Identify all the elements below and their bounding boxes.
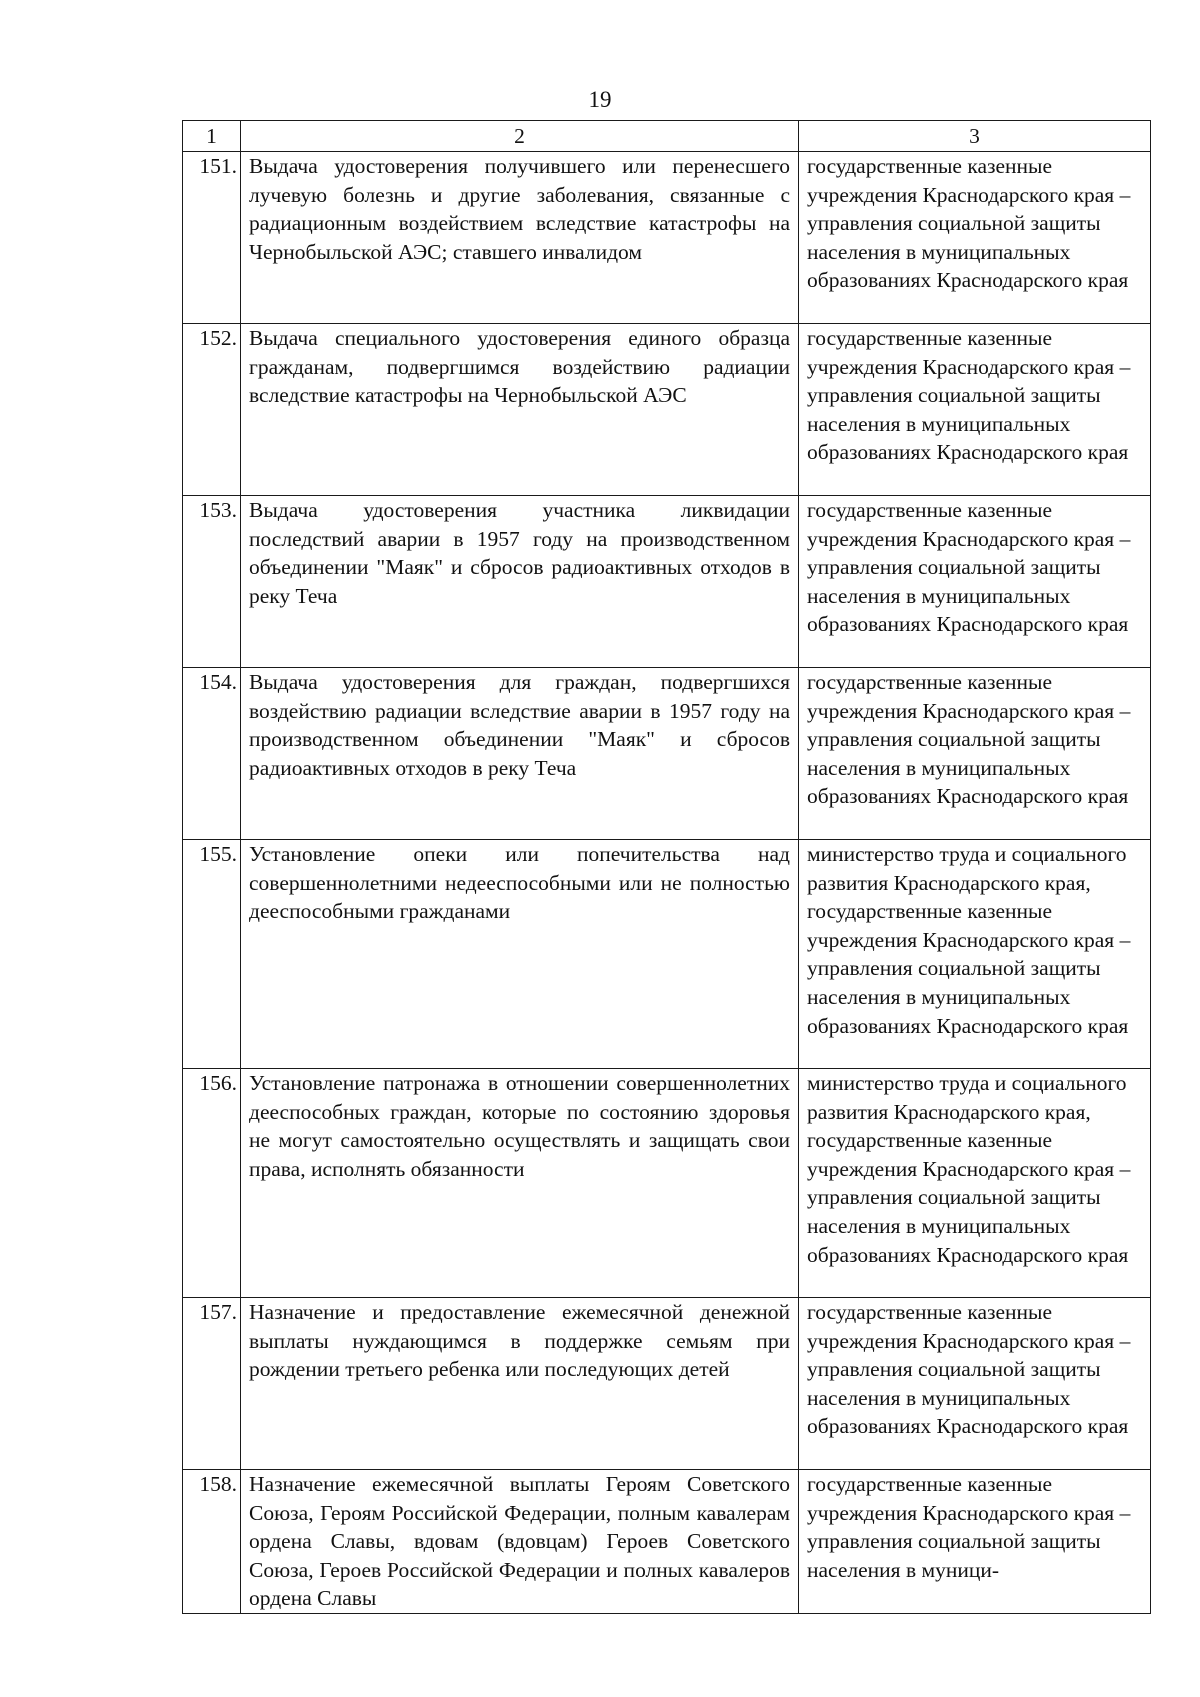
row-number: 156. (183, 1069, 241, 1298)
service-description: Выдача удостоверения получившего или перенесшего лучевую болезнь и другие заболевания, связанные с радиационным воздействием вследствие катастрофы на Чернобыльской АЭС; ставшего инвалидом (241, 152, 799, 324)
service-description: Установление патронажа в отношении совершеннолетних дееспособных граждан, которые по состоянию здоровья не могут самостоятельно осуществлять и защищать свои права, исполнять обязанности (241, 1069, 799, 1298)
responsible-organization: государственные казенные учреждения Краснодарского края – управления социальной защиты населения в муниципальных образованиях Краснодарского края (799, 324, 1151, 496)
responsible-organization: государственные казенные учреждения Краснодарского края – управления социальной защиты населения в муниципальных образованиях Краснодарского края (799, 1298, 1151, 1470)
column-header-3: 3 (799, 121, 1151, 152)
responsible-organization: государственные казенные учреждения Краснодарского края – управления социальной защиты населения в муниципальных образованиях Краснодарского края (799, 668, 1151, 840)
responsible-organization: министерство труда и социального развития Краснодарского края, государственные казенные учреждения Краснодарского края – управления социальной защиты населения в муниципальных образованиях Краснодарского края (799, 1069, 1151, 1298)
responsible-organization: государственные казенные учреждения Краснодарского края – управления социальной защиты населения в муниципальных образованиях Краснодарского края (799, 152, 1151, 324)
row-number: 158. (183, 1470, 241, 1614)
row-number: 155. (183, 840, 241, 1069)
column-header-2: 2 (241, 121, 799, 152)
page-number: 19 (588, 87, 612, 112)
service-description: Выдача удостоверения для граждан, подвергшихся воздействию радиации вследствие аварии в 1957 году на производственном объединении "Маяк" и сбросов радиоактивных отходов в реку Теча (241, 668, 799, 840)
column-header-1: 1 (183, 121, 241, 152)
row-number: 151. (183, 152, 241, 324)
responsible-organization: министерство труда и социального развития Краснодарского края, государственные казенные учреждения Краснодарского края – управления социальной защиты населения в муниципальных образованиях Краснодарского края (799, 840, 1151, 1069)
responsible-organization: государственные казенные учреждения Краснодарского края – управления социальной защиты населения в муници- (799, 1470, 1151, 1614)
row-number: 157. (183, 1298, 241, 1470)
table-row (183, 840, 1151, 1069)
table-row (183, 1470, 1151, 1614)
service-description: Выдача удостоверения участника ликвидации последствий аварии в 1957 году на производственном объединении "Маяк" и сбросов радиоактивных отходов в реку Теча (241, 496, 799, 668)
service-description: Назначение и предоставление ежемесячной денежной выплаты нуждающимся в поддержке семьям при рождении третьего ребенка или последующих детей (241, 1298, 799, 1470)
service-description: Установление опеки или попечительства над совершеннолетними недееспособными или не полностью дееспособными гражданами (241, 840, 799, 1069)
service-description: Назначение ежемесячной выплаты Героям Советского Союза, Героям Российской Федерации, полным кавалерам ордена Славы, вдовам (вдовцам) Героев Советского Союза, Героев Российской Федерации и полных кавалеров ордена Славы (241, 1470, 799, 1614)
services-table (182, 120, 1151, 1614)
table-row (183, 324, 1151, 496)
table-row (183, 668, 1151, 840)
responsible-organization: государственные казенные учреждения Краснодарского края – управления социальной защиты населения в муниципальных образованиях Краснодарского края (799, 496, 1151, 668)
table-header-row (183, 121, 1151, 152)
table-row (183, 1069, 1151, 1298)
table-row (183, 496, 1151, 668)
row-number: 152. (183, 324, 241, 496)
service-description: Выдача специального удостоверения единого образца гражданам, подвергшимся воздействию радиации вследствие катастрофы на Чернобыльской АЭС (241, 324, 799, 496)
row-number: 153. (183, 496, 241, 668)
row-number: 154. (183, 668, 241, 840)
table-row (183, 1298, 1151, 1470)
table-row (183, 152, 1151, 324)
